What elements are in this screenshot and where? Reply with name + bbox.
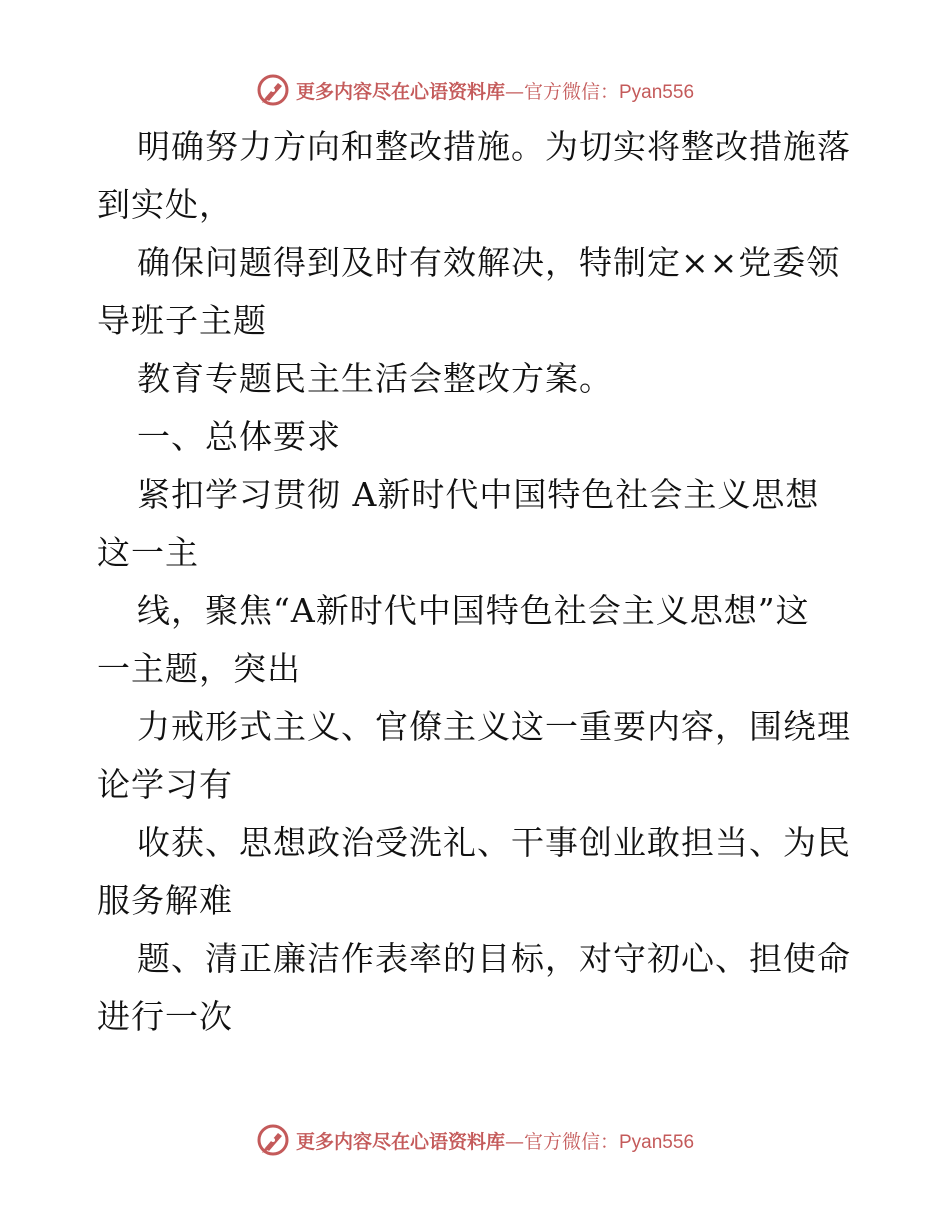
body-line: 线，聚焦“A新时代中国特色社会主义思想”这: [137, 591, 810, 630]
header-dash: —: [504, 80, 524, 103]
body-line: 进行一次: [97, 997, 233, 1036]
footer-account: Pyan556: [619, 1131, 695, 1153]
section-heading: 一、总体要求: [137, 417, 341, 456]
header-official-label: 官方微信：: [523, 80, 619, 103]
body-line: 服务解难: [97, 881, 233, 920]
header-brand: 更多内容尽在心语资料库: [295, 80, 505, 103]
body-line: 题、清正廉洁作表率的目标，对守初心、担使命: [137, 939, 851, 978]
body-line: 到实处，: [97, 185, 233, 224]
footer-dash: —: [504, 1130, 524, 1153]
body-line: 力戒形式主义、官僚主义这一重要内容，围绕理: [137, 707, 851, 746]
body-line: 紧扣学习贯彻 A新时代中国特色社会主义思想: [137, 475, 820, 514]
body-line: 教育专题民主生活会整改方案。: [137, 359, 613, 398]
body-line: 论学习有: [97, 765, 233, 804]
footer-official-label: 官方微信：: [523, 1130, 619, 1153]
body-line: 一主题，突出: [97, 649, 301, 688]
footer-brand: 更多内容尽在心语资料库: [295, 1130, 505, 1153]
footer-text: [296, 1127, 694, 1154]
pen-nib-circle-icon: [256, 1123, 290, 1157]
body-line: 这一主: [97, 533, 199, 572]
body-line: 收获、思想政治受洗礼、干事创业敢担当、为民: [137, 823, 851, 862]
header-account: Pyan556: [619, 81, 695, 103]
body-line: 明确努力方向和整改措施。为切实将整改措施落: [137, 127, 851, 166]
header-banner: [0, 70, 950, 110]
document-body: [97, 118, 857, 1046]
body-line: 确保问题得到及时有效解决，特制定××党委领: [137, 243, 841, 282]
footer-banner: [0, 1120, 950, 1160]
body-line: 导班子主题: [97, 301, 267, 340]
pen-nib-circle-icon: [256, 73, 290, 107]
header-text: [296, 77, 694, 104]
